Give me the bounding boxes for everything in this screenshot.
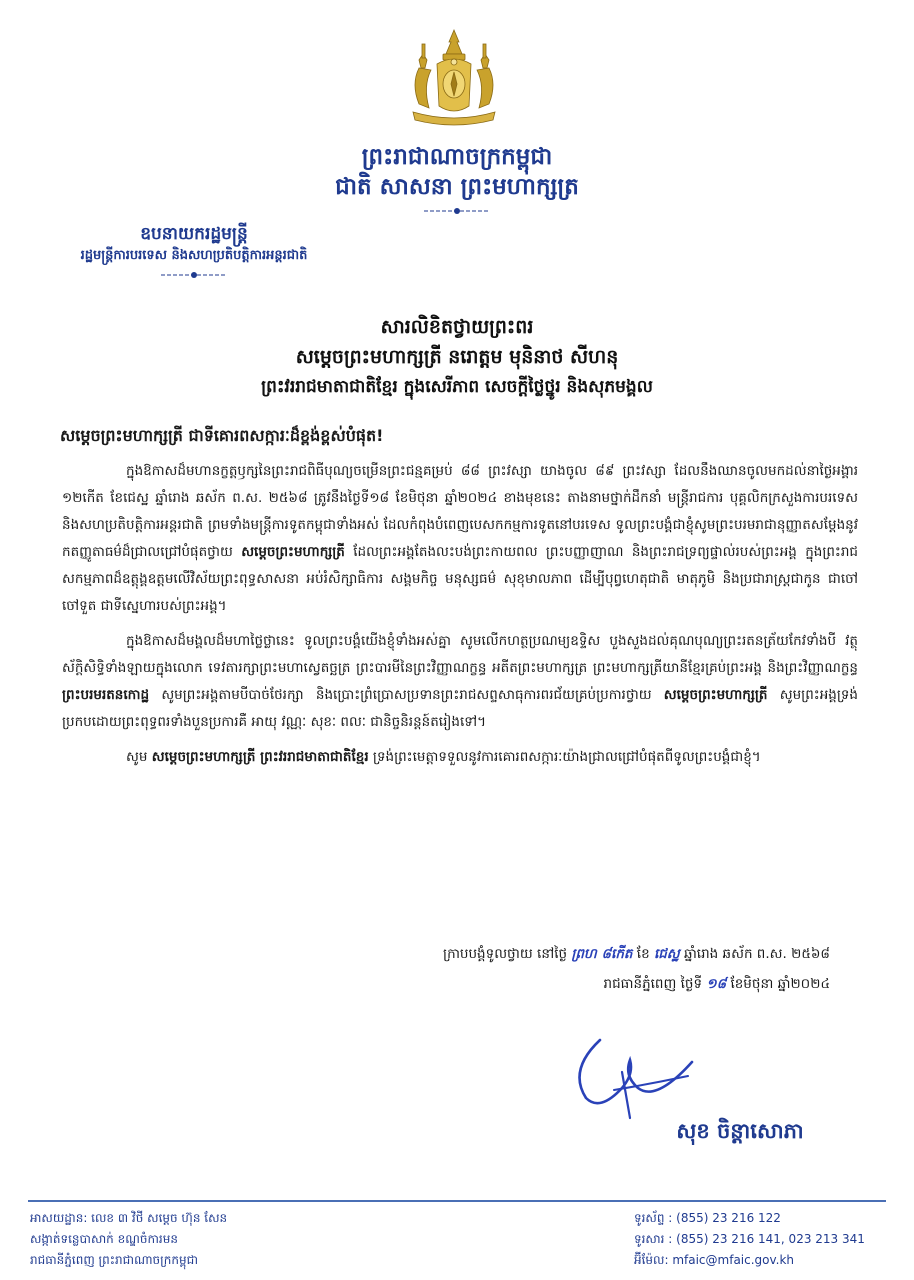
paragraph-1 (62, 458, 858, 620)
lunar-date-line (443, 940, 830, 968)
footer-contacts (634, 1208, 874, 1271)
title-line-1: សារលិខិតថ្វាយព្រះពរ (380, 316, 534, 338)
solar-month-year: ខែមិថុនា ឆ្នាំ២០២៤ (730, 976, 830, 992)
address-line-2: សង្កាត់ទន្លេបាសាក់ ខណ្ឌចំការមន (30, 1232, 178, 1246)
paragraph-3 (62, 744, 858, 771)
salutation: សម្តេចព្រះមហាក្សត្រី ជាទីគោរពសក្ការៈដ៏ខ្ពង់ខ្ពស់បំផុត! (60, 426, 384, 445)
minister-title: រដ្ឋមន្ត្រីការបរទេស និងសហប្រតិបត្តិការអន្តរជាតិ (80, 248, 308, 263)
ornament-divider-icon (159, 270, 229, 280)
solar-date-line (604, 970, 830, 998)
handwritten-day: ព្រហ ៨កើត (571, 946, 633, 962)
p1-text-a: ក្នុងឱកាសដ៏មហានក្ខត្តឫក្សនៃព្រះរាជពិធីបុណ្យចម្រើនព្រះជន្មគម្រប់ ៨៨ ព្រះវស្សា យាងចូល ៨៩ ព្រះវស្សា ដែលនឹងឈានចូលមកដល់នាថ្ងៃអង្គារ ១២កើត ខែជេស្ឋ ឆ្នាំរោង ឆស័ក ព.ស. ២៥៦៨ ត្រូវនឹងថ្ងៃទី១៨ ខែមិថុនា ឆ្នាំ២០២៤ ខាងមុខនេះ តាងនាមថ្នាក់ដឹកនាំ មន្ត្រីរាជការ បុគ្គលិកក្រសួងការបរទេស និងសហប្រតិបត្តិការអន្តរជាតិ ព្រមទាំងមន្ត្រីការទូតកម្ពុជាទាំងអស់ ដែលកំពុងបំពេញបេសកកម្មការទូតនៅបរទេស ទូលព្រះបង្គំជាខ្ញុំសូមព្រះបរមរាជានុញ្ញាតសម្តែងនូវកតញ្ញូតាធម៌ដ៏ជ្រាលជ្រៅបំផុតថ្វាយ (62, 463, 858, 560)
p1-text-c: ដែលព្រះអង្គតែងលះបង់ព្រះកាយពល ព្រះបញ្ញាញាណ និងព្រះរាជទ្រព្យផ្ទាល់របស់ព្រះអង្គ ក្នុងព្រះរាជសកម្មភាពដ៏ឧត្តុង្គឧត្តមលើវិស័យព្រះពុទ្ធសាសនា អប់រំសិក្សាធិការ សង្គមកិច្ច មនុស្សធម៌ សុខុមាលភាព ដើម្បីបុព្វហេតុជាតិ មាតុភូមិ និងប្រជារាស្ត្រជាកូន ជាចៅ ចៅទួត ជាទីស្នេហារបស់ព្រះអង្គ។ (62, 544, 858, 614)
kingdom-header (0, 142, 914, 216)
deputy-pm-title: ឧបនាយករដ្ឋមន្ត្រី (140, 224, 248, 244)
royal-coat-of-arms-icon (399, 24, 509, 134)
place-prefix: រាជធានីភ្នំពេញ ថ្ងៃទី (603, 976, 703, 992)
paragraph-2 (62, 628, 858, 736)
p3-text-a: សូម (126, 749, 148, 765)
handwritten-month: ជេស្ឋ (653, 946, 680, 962)
p3-text-c: ទ្រង់ព្រះមេត្តាទទួលនូវការគោរពសក្ការៈយ៉ាងជ្រាលជ្រៅបំផុតពីទូលព្រះបង្គំជាខ្ញុំ។ (372, 749, 761, 765)
p2-text-a: ក្នុងឱកាសដ៏មង្គលដ៏មហាថ្លៃថ្លានេះ ទូលព្រះបង្គំយើងខ្ញុំទាំងអស់គ្នា សូមលើកហត្ថប្រណម្យឧទ្ទិស បួងសួងដល់គុណបុណ្យព្រះរតនត្រ័យកែវទាំងបី វត្ថុស័ក្តិសិទ្ធិទាំងឡាយក្នុងលោក ទេវតារក្សាព្រះមហាស្វេតច្ឆត្រ ព្រះបារមីនៃព្រះវិញ្ញាណក្ខន្ធ អតីតព្រះមហាក្សត្រ ព្រះមហាក្សត្រីយានីខ្មែរគ្រប់ព្រះអង្គ និងព្រះវិញ្ញាណក្ខន្ធ (62, 633, 858, 676)
national-motto: ជាតិ សាសនា ព្រះមហាក្សត្រ (335, 174, 579, 200)
ministry-block (14, 222, 374, 280)
lunar-year: ឆ្នាំរោង ឆស័ក ព.ស. ២៥៦៨ (683, 946, 830, 962)
p1-text-bold: សម្តេចព្រះមហាក្សត្រី (241, 544, 345, 560)
email-link[interactable]: អ៊ីម៉ែល: mfaic@mfaic.gov.kh (634, 1253, 795, 1267)
address-line-3: រាជធានីភ្នំពេញ ព្រះរាជាណាចក្រកម្ពុជា (30, 1253, 198, 1267)
address-line-1: អាសយដ្ឋាន: លេខ ៣ វិថី សម្តេច ហ៊ុន សែន (30, 1211, 228, 1225)
p2-text-c: សូមព្រះអង្គតាមបីបាច់ថែរក្សា និងប្រោះព្រំប្រោសប្រទានព្រះរាជសព្ទសាធុការពរជ័យគ្រប់ប្រការថ្វាយ (161, 687, 652, 703)
signer-name: សុខ ចិន្តាសោភា (676, 1119, 804, 1143)
telephone: ទូរស័ព្ទ : (855) 23 216 122 (634, 1211, 781, 1225)
footer-address (30, 1208, 227, 1271)
footer-rule (28, 1200, 886, 1202)
date-prefix: ក្រាបបង្គំទូលថ្វាយ នៅថ្ងៃ (443, 946, 568, 962)
letter-body (62, 458, 858, 779)
p2-text-bold-2: សម្តេចព្រះមហាក្សត្រី (663, 687, 768, 703)
ornament-divider-icon (422, 206, 492, 216)
fax: ទូរសារ : (855) 23 216 141, 023 213 341 (634, 1232, 865, 1246)
p2-text-bold-1: ព្រះបរមរតនកោដ្ឋ (62, 687, 150, 703)
handwritten-day-number: ១៨ (706, 976, 727, 992)
title-line-2: សម្តេចព្រះមហាក្សត្រី នរោត្តម មុនិនាថ សីហនុ (295, 346, 619, 368)
signature-icon (560, 1032, 700, 1122)
p3-text-bold: សម្តេចព្រះមហាក្សត្រី ព្រះវររាជមាតាជាតិខ្មែរ (151, 749, 369, 765)
month-prefix: ខែ (636, 946, 650, 962)
title-line-3: ព្រះវររាជមាតាជាតិខ្មែរ ក្នុងសេរីភាព សេចក្តីថ្លៃថ្នូរ និងសុភមង្គល (261, 377, 653, 397)
letter-title (0, 312, 914, 402)
kingdom-name: ព្រះរាជាណាចក្រកម្ពុជា (361, 144, 553, 170)
p2-text-e: សូមព្រះអង្គទ្រង់ប្រកបដោយព្រះពុទ្ធពរទាំងបួនប្រការគឺ អាយុ វណ្ណៈ សុខៈ ពលៈ ជានិច្ចនិរន្តន៍តរៀងទៅ។ (62, 687, 858, 730)
